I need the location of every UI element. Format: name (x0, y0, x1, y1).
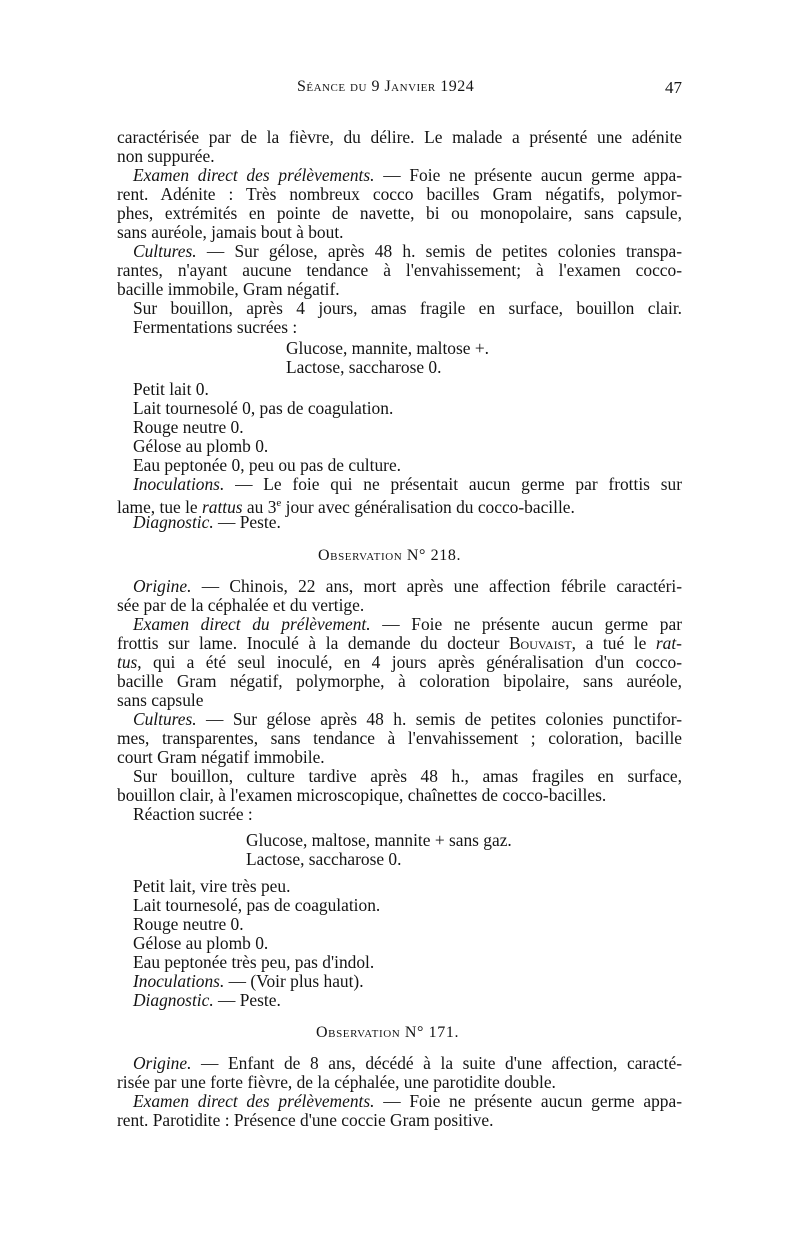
page-number: 47 (665, 78, 682, 97)
text-line: sans capsule (117, 690, 204, 710)
text-line: Examen direct des prélèvements. — Foie ne présente aucun germe appa- (133, 165, 682, 185)
text-line: Cultures. — Sur gélose, après 48 h. semis de petites colonies transpa- (133, 241, 682, 261)
text-line: bacille immobile, Gram négatif. (117, 279, 340, 299)
text-line: Lait tournesolé 0, pas de coagulation. (133, 398, 394, 418)
running-header (117, 78, 682, 102)
observation-heading: Observation N° 171. (316, 1024, 460, 1041)
text-line: Diagnostic. — Peste. (133, 990, 281, 1010)
text-line: Inoculations. — (Voir plus haut). (133, 971, 364, 991)
text-line: Eau peptonée très peu, pas d'indol. (133, 952, 375, 972)
text-line: Petit lait 0. (133, 379, 209, 399)
text-line: non suppurée. (117, 146, 215, 166)
text-line: Glucose, mannite, maltose +. (286, 338, 489, 358)
text-line: Lactose, saccharose 0. (246, 849, 402, 869)
section-label: Diagnostic. (133, 512, 214, 532)
section-label: Origine. (133, 1053, 192, 1073)
text-line: Examen direct du prélèvement. — Foie ne présente aucun germe par (133, 614, 682, 634)
section-label: Examen direct des prélèvements. (133, 1091, 375, 1111)
running-title: Séance du 9 Janvier 1924 (297, 78, 475, 95)
text-line: lame, tue le rattus au 3e jour avec généralisation du cocco-bacille. (117, 496, 575, 517)
text-line: Sur bouillon, culture tardive après 48 h., amas fragiles en surface, (133, 766, 682, 786)
text-line: Diagnostic. — Peste. (133, 512, 281, 532)
section-label: Cultures. (133, 709, 197, 729)
text-line: Eau peptonée 0, peu ou pas de culture. (133, 455, 402, 475)
text-line: caractérisée par de la fièvre, du délire. Le malade a présenté une adénite (117, 127, 682, 147)
text-line: Glucose, maltose, mannite + sans gaz. (246, 830, 512, 850)
text-line: Réaction sucrée : (133, 804, 253, 824)
text-line: bouillon clair, à l'examen microscopique, chaînettes de cocco-bacilles. (117, 785, 607, 805)
section-label: Examen direct des prélèvements. (133, 165, 375, 185)
text-line: rent. Adénite : Très nombreux cocco bacilles Gram négatifs, polymor- (117, 184, 682, 204)
text-line: sée par de la céphalée et du vertige. (117, 595, 365, 615)
text-line: Rouge neutre 0. (133, 914, 244, 934)
text-line: risée par une forte fièvre, de la céphalée, une parotidite double. (117, 1072, 556, 1092)
section-label: Cultures. (133, 241, 197, 261)
section-label: Inoculations. (133, 971, 225, 991)
text-line: mes, transparentes, sans tendance à l'envahissement ; coloration, bacille (117, 728, 682, 748)
section-label: Diagnostic. (133, 990, 214, 1010)
text-line: Origine. — Enfant de 8 ans, décédé à la suite d'une affection, caracté- (133, 1053, 682, 1073)
text-line: bacille Gram négatif, polymorphe, à coloration bipolaire, sans auréole, (117, 671, 682, 691)
text-line: Lait tournesolé, pas de coagulation. (133, 895, 381, 915)
text-line: Rouge neutre 0. (133, 417, 244, 437)
text-line: Sur bouillon, après 4 jours, amas fragile en surface, bouillon clair. (133, 298, 682, 318)
text-line: Cultures. — Sur gélose après 48 h. semis de petites colonies punctifor- (133, 709, 682, 729)
section-label: Inoculations. (133, 474, 225, 494)
text-line: Lactose, saccharose 0. (286, 357, 442, 377)
text-line: rent. Parotidite : Présence d'une coccie Gram positive. (117, 1110, 494, 1130)
text-line: Gélose au plomb 0. (133, 436, 269, 456)
text-line: frottis sur lame. Inoculé à la demande du docteur Bouvaist, a tué le rat- (117, 633, 682, 653)
text-line: tus, qui a été seul inoculé, en 4 jours après généralisation d'un cocco- (117, 652, 682, 672)
section-label: Origine. (133, 576, 192, 596)
text-line: court Gram négatif immobile. (117, 747, 325, 767)
text-line: Inoculations. — Le foie qui ne présentait aucun germe par frottis sur (133, 474, 682, 494)
text-line: sans auréole, jamais bout à bout. (117, 222, 344, 242)
text-line: Petit lait, vire très peu. (133, 876, 291, 896)
text-line: Gélose au plomb 0. (133, 933, 269, 953)
text-line: rantes, n'ayant aucune tendance à l'envahissement; à l'examen cocco- (117, 260, 682, 280)
text-line: Examen direct des prélèvements. — Foie ne présente aucun germe appa- (133, 1091, 682, 1111)
section-label: Examen direct du prélèvement. (133, 614, 371, 634)
text-line: Origine. — Chinois, 22 ans, mort après une affection fébrile caractéri- (133, 576, 682, 596)
text-line: phes, extrémités en pointe de navette, bi ou monopolaire, sans capsule, (117, 203, 682, 223)
text-line: Fermentations sucrées : (133, 317, 298, 337)
observation-heading: Observation N° 218. (318, 547, 462, 564)
